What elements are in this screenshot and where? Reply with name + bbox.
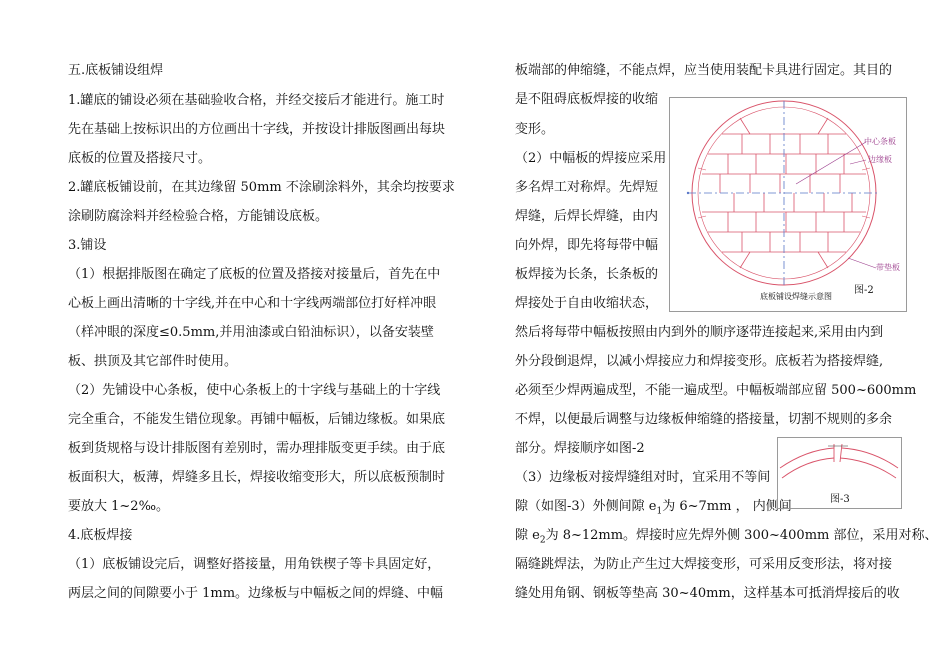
right-line: （3）边缘板对接焊缝组对时，宜采用不等间 (515, 470, 771, 485)
label-center-plate: 中心条板 (864, 137, 896, 146)
right-line: 外分段倒退焊，以减小焊接应力和焊接变形。底板若为搭接焊缝, (515, 354, 884, 369)
section-heading: 五.底板铺设组焊 (68, 63, 164, 78)
right-line: 变形。 (515, 122, 555, 137)
subheading-laying: 3.铺设 (68, 238, 107, 253)
para3-line: 心板上画出清晰的十字线,并在中心和十字线两端部位打好样冲眼 (68, 296, 437, 311)
right-plate-inner (842, 448, 898, 468)
gap-line-e2: 隙 $e_2$为 8~12mm。焊接时应先焊外侧 300~400mm 部位，采用对称、 (515, 528, 938, 546)
right-plate-outer (840, 458, 896, 478)
figure-3-caption: 图-3 (830, 494, 850, 505)
para2-line: 涂刷防腐涂料并经检验合格，方能铺设底板。 (68, 209, 329, 224)
para1-line: 先在基础上按标识出的方位画出十字线，并按设计排版图画出每块 (68, 122, 446, 137)
para3-line: （样冲眼的深度≤0.5mm,并用油漆或白铅油标识），以备安装壁 (68, 325, 434, 340)
figure-3-box (777, 437, 902, 509)
label-edge-plate: 边缘板 (868, 155, 892, 164)
para5-line: （1）底板铺设完后，调整好搭接量，用角铁楔子等卡具固定好， (68, 557, 441, 572)
right-line: 焊接处于自由收缩状态， (515, 296, 659, 311)
right-line: 焊缝，后焊长焊缝，由内 (515, 209, 659, 224)
right-line: 隔缝跳焊法，为防止产生过大焊接变形，可采用反变形法，将对接 (515, 557, 893, 572)
leader-center-plate (796, 142, 866, 184)
leader-backing-plate (848, 258, 876, 268)
para3-line: 板、拱顶及其它部件时使用。 (68, 354, 238, 369)
leader-edge-plate (850, 160, 866, 164)
axis-end-dot (687, 192, 689, 194)
joint-right-edge (840, 444, 842, 462)
para3-line: （1）根据排版图在确定了底板的位置及搭接对接量后，首先在中 (68, 267, 441, 282)
right-line: 部分。焊接顺序如图-2 (515, 441, 645, 456)
left-plate-inner (780, 448, 834, 468)
figure-2-caption: 图-2 (854, 285, 874, 296)
right-line: 向外焊，即先将每带中幅 (515, 238, 659, 253)
gap-line-e1: 隙（如图-3）外侧间隙 $e_1$为 6~7mm ， 内侧间 (515, 499, 792, 517)
para4-line: 板到货规格与设计排版图有差别时，需办理排版变更手续。由于底 (68, 441, 446, 456)
label-backing-plate: 带垫板 (876, 263, 900, 272)
para4-line: （2）先铺设中心条板，使中心条板上的十字线与基础上的十字线 (68, 383, 441, 398)
tank-bottom-layout-diagram (670, 98, 906, 311)
subheading-welding: 4.底板焊接 (68, 528, 133, 543)
figure-2-box (669, 97, 907, 312)
para4-line: 完全重合，不能发生错位现象。再铺中幅板，后铺边缘板。如果底 (68, 412, 446, 427)
para1-line: 底板的位置及搭接尺寸。 (68, 151, 212, 166)
right-line: 缝处用角钢、钢板等垫高 30~40mm，这样基本可抵消焊接后的收 (515, 586, 900, 601)
para1-line: 1.罐底的铺设必须在基础验收合格，并经交接后才能进行。施工时 (68, 93, 445, 108)
right-line: （2）中幅板的焊接应采用 (515, 151, 667, 166)
right-line: 是不阻碍底板焊接的收缩 (515, 92, 659, 107)
para4-line: 板面积大，板薄，焊缝多且长，焊接收缩变形大，所以底板预制时 (68, 470, 446, 485)
right-line: 必须至少焊两遍成型，不能一遍成型。中幅板端部应留 500~600mm (515, 383, 917, 398)
right-line: 板端部的伸缩缝，不能点焊，应当使用装配卡具进行固定。其目的 (515, 63, 893, 78)
right-line: 不焊，以便最后调整与边缘板伸缩缝的搭接量，切割不规则的多余 (515, 412, 893, 427)
para4-line: 要放大 1~2‰。 (68, 499, 170, 514)
para2-line: 2.罐底板铺设前，在其边缘留 50mm 不涂刷涂料外，其余均按要求 (68, 180, 455, 195)
figure-2-inner-caption: 底板铺设焊缝示意图 (760, 292, 832, 301)
left-plate-outer (782, 458, 834, 478)
para5-line: 两层之间的间隙要小于 1mm。边缘板与中幅板之间的焊缝、中幅 (68, 586, 444, 601)
right-line: 板焊接为长条，长条板的 (515, 267, 659, 282)
right-line: 然后将每带中幅板按照由内到外的顺序逐带连接起来,采用由内到 (515, 325, 884, 340)
right-line: 多名焊工对称焊。先焊短 (515, 180, 659, 195)
